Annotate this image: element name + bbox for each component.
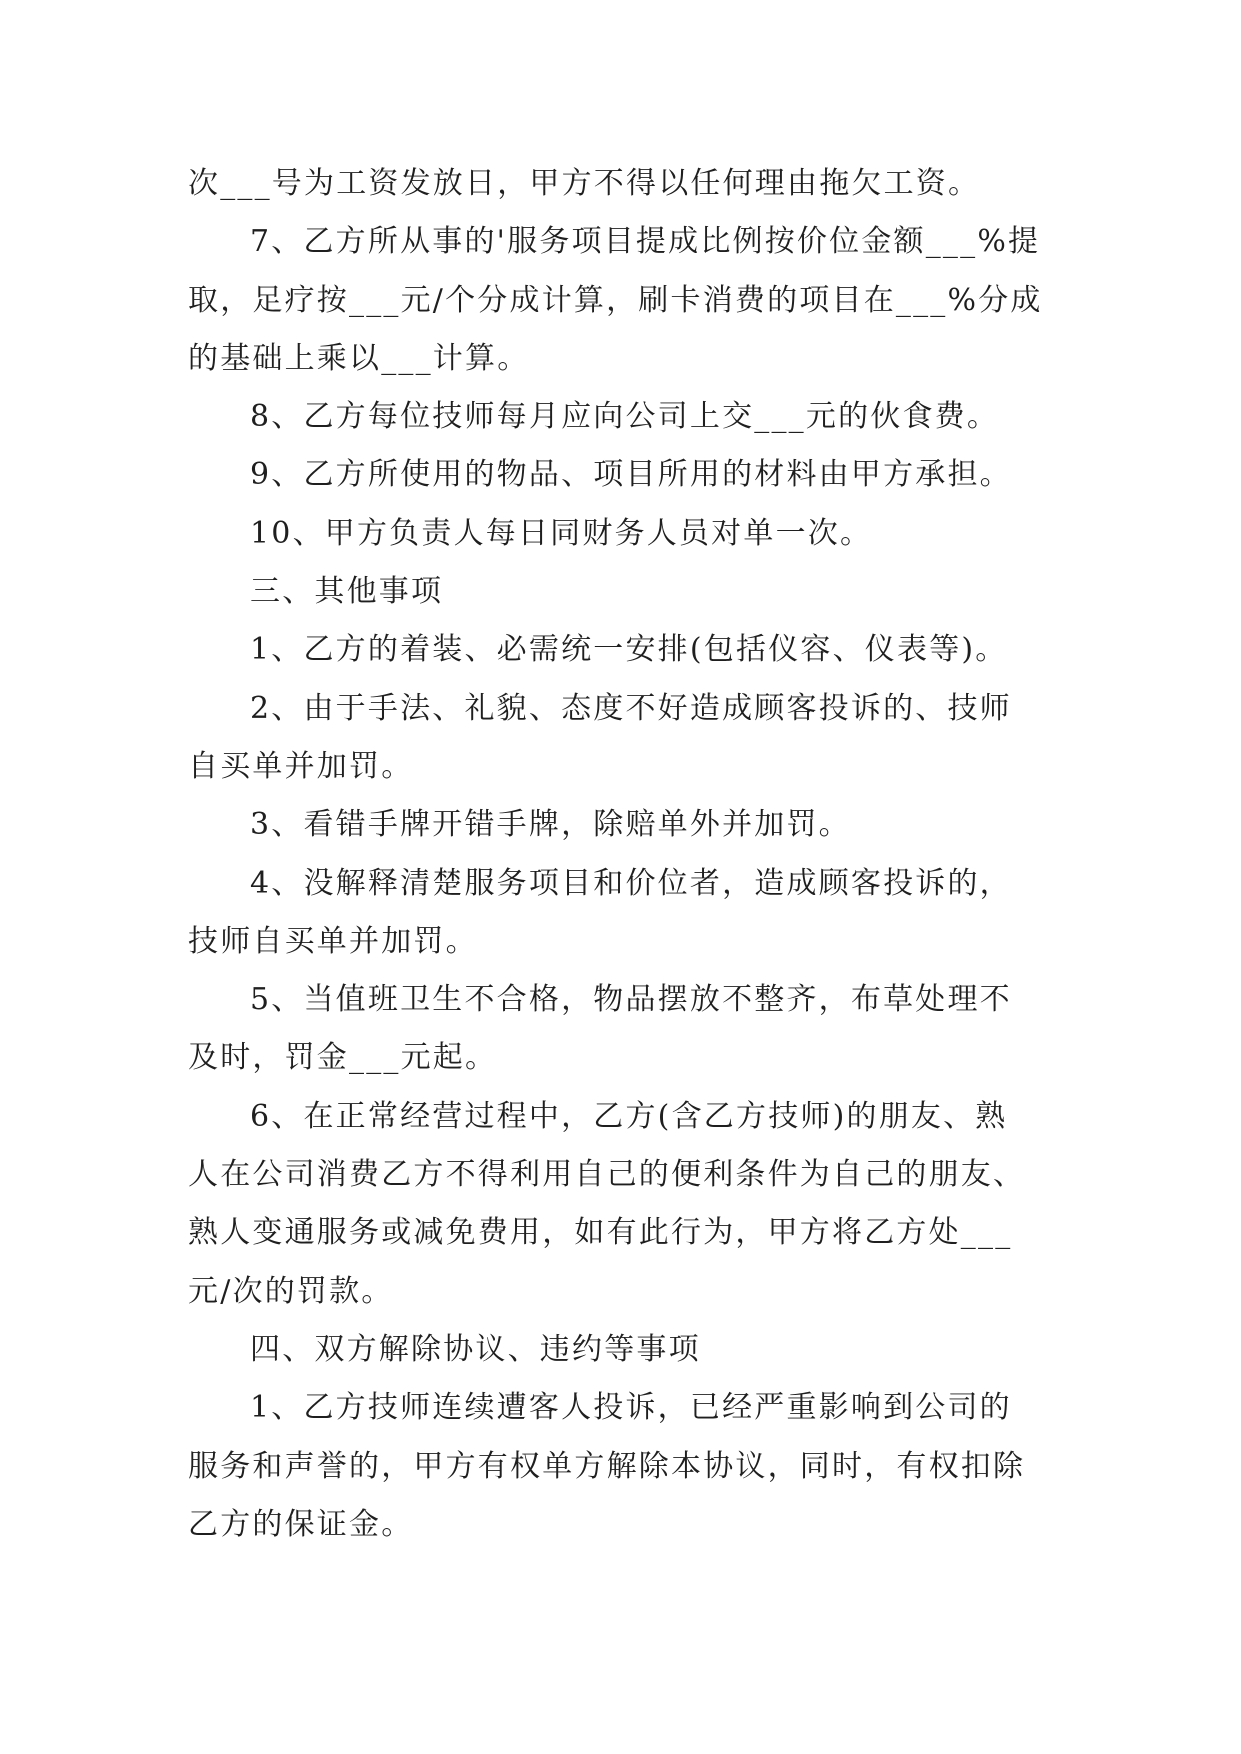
text-line: 6、在正常经营过程中，乙方(含乙方技师)的朋友、熟 bbox=[250, 1098, 1008, 1134]
text-line: 2、由于手法、礼貌、态度不好造成顾客投诉的、技师 bbox=[250, 690, 1012, 726]
paragraph-wage-date bbox=[188, 155, 1058, 213]
paragraph-other-4 bbox=[188, 855, 1058, 972]
paragraph-other-1 bbox=[188, 621, 1058, 679]
text-line: 1、乙方的着装、必需统一安排(包括仪容、仪表等)。 bbox=[250, 632, 1008, 668]
paragraph-item-10 bbox=[188, 505, 1058, 563]
text-line: 自买单并加罚。 bbox=[188, 748, 414, 784]
text-line: 次___号为工资发放日，甲方不得以任何理由拖欠工资。 bbox=[188, 166, 981, 201]
paragraph-item-9 bbox=[188, 446, 1058, 504]
text-line: 取，足疗按___元/个分成计算，刷卡消费的项目在___%分成 bbox=[188, 282, 1043, 318]
text-line: 及时，罚金___元起。 bbox=[188, 1040, 498, 1076]
text-line: 元/次的罚款。 bbox=[188, 1273, 394, 1309]
text-line: 的基础上乘以___计算。 bbox=[188, 340, 530, 376]
section-heading-other-matters bbox=[188, 563, 1058, 621]
paragraph-other-3 bbox=[188, 796, 1058, 854]
text-line: 1、乙方技师连续遭客人投诉，已经严重影响到公司的 bbox=[250, 1390, 1012, 1426]
text-line: 9、乙方所使用的物品、项目所用的材料由甲方承担。 bbox=[250, 457, 1012, 493]
text-line: 服务和声誉的，甲方有权单方解除本协议，同时，有权扣除 bbox=[188, 1448, 1026, 1484]
section-heading: 三、其他事项 bbox=[250, 574, 444, 610]
text-line: 熟人变通服务或减免费用，如有此行为，甲方将乙方处___ bbox=[188, 1215, 1013, 1251]
paragraph-other-5 bbox=[188, 971, 1058, 1088]
text-line: 技师自买单并加罚。 bbox=[188, 923, 478, 959]
text-line: 4、没解释清楚服务项目和价位者，造成顾客投诉的， bbox=[250, 865, 1012, 901]
document-body bbox=[188, 155, 1058, 1554]
text-line: 乙方的保证金。 bbox=[188, 1506, 414, 1542]
text-line: 10、甲方负责人每日同财务人员对单一次。 bbox=[250, 515, 873, 551]
text-line: 8、乙方每位技师每月应向公司上交___元的伙食费。 bbox=[250, 399, 1000, 435]
section-heading-termination bbox=[188, 1321, 1058, 1379]
paragraph-item-8 bbox=[188, 388, 1058, 446]
section-heading: 四、双方解除协议、违约等事项 bbox=[250, 1331, 701, 1367]
paragraph-item-7 bbox=[188, 213, 1058, 388]
paragraph-termination-1 bbox=[188, 1379, 1058, 1554]
text-line: 7、乙方所从事的'服务项目提成比例按价位金额___%提 bbox=[250, 224, 1041, 260]
paragraph-other-2 bbox=[188, 680, 1058, 797]
text-line: 5、当值班卫生不合格，物品摆放不整齐，布草处理不 bbox=[250, 982, 1012, 1018]
paragraph-other-6 bbox=[188, 1088, 1058, 1321]
text-line: 人在公司消费乙方不得利用自己的便利条件为自己的朋友、 bbox=[188, 1157, 1026, 1193]
text-line: 3、看错手牌开错手牌，除赔单外并加罚。 bbox=[250, 807, 851, 843]
